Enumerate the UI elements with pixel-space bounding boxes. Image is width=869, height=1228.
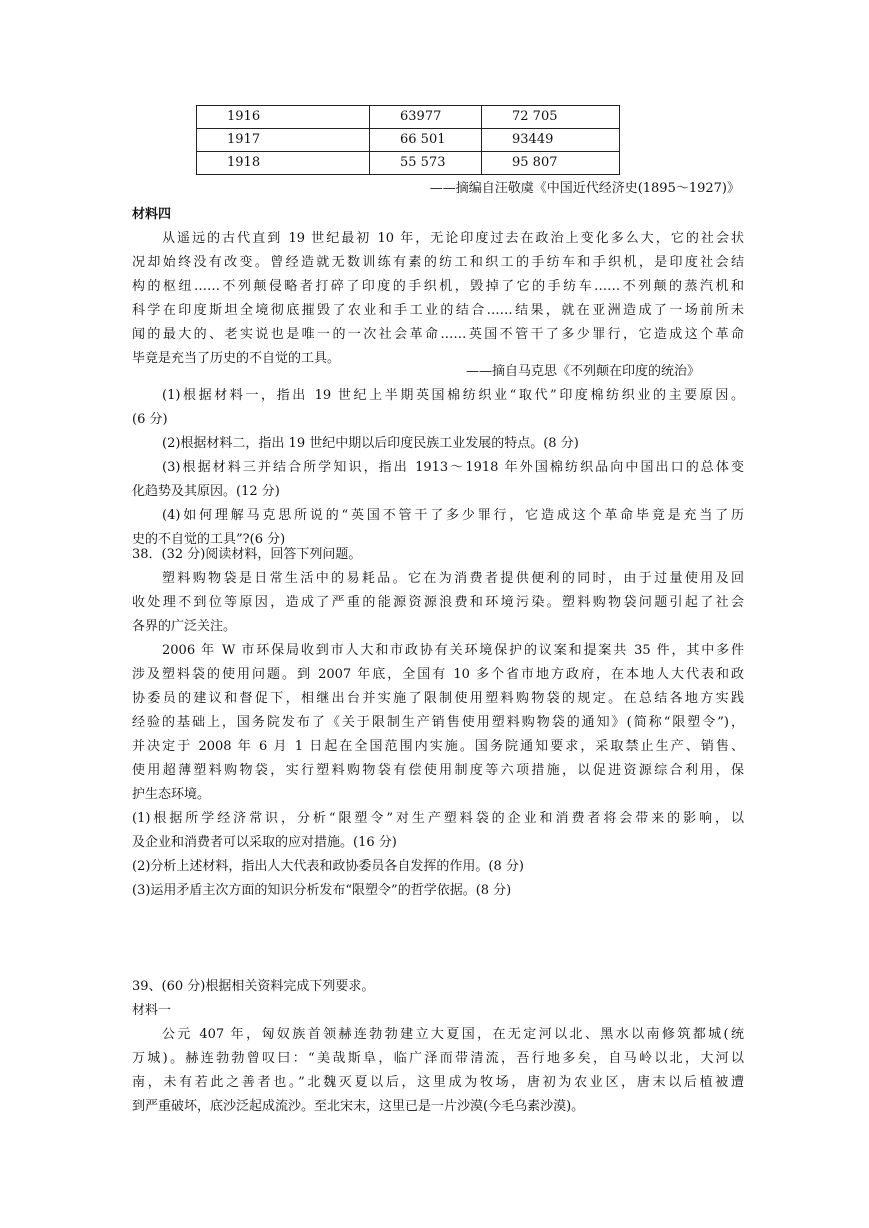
question-38-paragraph-line: 2006 年 W 市环保局收到市人大和市政协有关环境保护的议案和提案共 35 件，其中多件: [162, 643, 744, 658]
question-39-title: 39、(60 分)根据相关资料完成下列要求。: [132, 979, 375, 994]
table-row: [197, 152, 620, 175]
question-38-paragraph-line: 经验的基础上，国务院发布了《关于限制生产销售使用塑料购物袋的通知》(简称“限塑令”)，: [132, 715, 744, 730]
question-38-section: [132, 543, 744, 903]
question-38-paragraph-line: 协委员的建议和督促下，相继出台并实施了限制使用塑料购物袋的规定。在总结各地方实践: [132, 691, 744, 706]
question-38-subquestion-line: (2)分析上述材料，指出人大代表和政协委员各自发挥的作用。(8 分): [132, 859, 524, 874]
question-39-paragraph-line: 到严重破坏，底沙泛起成流沙。至北宋末，这里已是一片沙漠(今毛乌素沙漠)。: [132, 1099, 585, 1114]
material-4-line: 毕竟是充当了历史的不自觉的工具。: [132, 351, 341, 366]
question-37-line: (4)如何理解马克思所说的“英国不管干了多少罪行，它造成这个革命毕竟是充当了历: [162, 508, 744, 523]
question-37-subquestions: [132, 384, 744, 552]
question-37-line: (6 分): [132, 412, 168, 427]
question-39-paragraph-line: 公元 407 年，匈奴族首领赫连勃勃建立大夏国，在无定河以北、黑水以南修筑都城(统: [162, 1027, 744, 1042]
question-38-paragraph-line: 使用超薄塑料购物袋，实行塑料购物袋有偿使用制度等六项措施，以促进资源综合利用，保: [132, 763, 744, 778]
question-37-line: (2)根据材料二，指出 19 世纪中期以后印度民族工业发展的特点。(8 分): [162, 436, 579, 451]
table-cell-value: 95 807: [482, 152, 620, 175]
question-39-section: [132, 975, 744, 1119]
question-38-subquestion-line: (3)运用矛盾主次方面的知识分析发布“限塑令”的哲学依据。(8 分): [132, 883, 512, 898]
table-cell-year: 1916: [197, 106, 370, 129]
table-cell-value: 72 705: [482, 106, 620, 129]
question-39-paragraph-line: 万城)。赫连勃勃曾叹曰：“美哉斯阜，临广泽而带清流，吾行地多矣，自马岭以北，大河以: [132, 1051, 744, 1066]
table-cell-value: 66 501: [370, 129, 482, 152]
table-row: [197, 106, 620, 129]
question-38-paragraph-line: 各界的广泛关注。: [132, 619, 237, 634]
material-4-source-citation: ——摘自马克思《不列颠在印度的统治》: [465, 364, 700, 379]
table-cell-value: 63977: [370, 106, 482, 129]
question-38-title: 38．(32 分)阅读材料，回答下列问题。: [132, 547, 362, 562]
question-37-line: 史的不自觉的工具”?(6 分): [132, 532, 286, 547]
table-cell-year: 1918: [197, 152, 370, 175]
export-data-table: [196, 105, 620, 175]
table-cell-value: 93449: [482, 129, 620, 152]
table-row: [197, 129, 620, 152]
material-4-line: 况却始终没有改变。曾经造就无数训练有素的纺工和织工的手纺车和手织机，是印度社会结: [132, 255, 744, 270]
question-39-paragraph-line: 南，未有若此之善者也。”北魏灭夏以后，这里成为牧场，唐初为农业区，唐末以后植被遭: [132, 1075, 744, 1090]
material-4-section: [132, 203, 744, 371]
question-38-subquestion-line: 及企业和消费者可以采取的应对措施。(16 分): [132, 835, 397, 850]
material-4-heading: 材料四: [132, 207, 172, 222]
question-38-paragraph-line: 并决定于 2008 年 6 月 1 日起在全国范围内实施。国务院通知要求，采取禁止生产、销售、: [132, 739, 744, 754]
material-4-line: 构的枢纽……不列颠侵略者打碎了印度的手织机，毁掉了它的手纺车……不列颠的蒸汽机和: [132, 279, 744, 294]
table-cell-value: 55 573: [370, 152, 482, 175]
material-4-line: 科学在印度斯坦全境彻底摧毁了农业和手工业的结合……结果，就在亚洲造成了一场前所未: [132, 303, 744, 318]
question-38-paragraph-line: 护生态环境。: [132, 787, 211, 802]
question-37-line: 化趋势及其原因。(12 分): [132, 484, 280, 499]
table-cell-year: 1917: [197, 129, 370, 152]
question-37-line: (3)根据材料三并结合所学知识，指出 1913～1918 年外国棉纺织品向中国出口的总体变: [162, 460, 744, 475]
question-38-paragraph-line: 涉及塑料袋的使用问题。到 2007 年底，全国有 10 多个省市地方政府，在本地人大代表和政: [132, 667, 744, 682]
question-38-paragraph-line: 收处理不到位等原因，造成了严重的能源资源浪费和环境污染。塑料购物袋问题引起了社会: [132, 595, 744, 610]
question-38-paragraph-line: 塑料购物袋是日常生活中的易耗品。它在为消费者提供便利的同时，由于过量使用及回: [162, 571, 744, 586]
question-38-subquestion-line: (1)根据所学经济常识，分析“限塑令”对生产塑料袋的企业和消费者将会带来的影响，以: [132, 811, 744, 826]
question-37-line: (1)根据材料一，指出 19 世纪上半期英国棉纺织业“取代”印度棉纺织业的主要原因。: [162, 388, 744, 403]
table-source-citation: ——摘编自汪敬虞《中国近代经济史(1895～1927)》: [429, 181, 740, 196]
material-4-line: 从遥远的古代直到 19 世纪最初 10 年，无论印度过去在政治上变化多么大，它的社会状: [162, 231, 744, 246]
material-4-line: 闻的最大的、老实说也是唯一的一次社会革命……英国不管干了多少罪行，它造成这个革命: [132, 327, 744, 342]
question-39-material-1-heading: 材料一: [132, 1003, 172, 1018]
